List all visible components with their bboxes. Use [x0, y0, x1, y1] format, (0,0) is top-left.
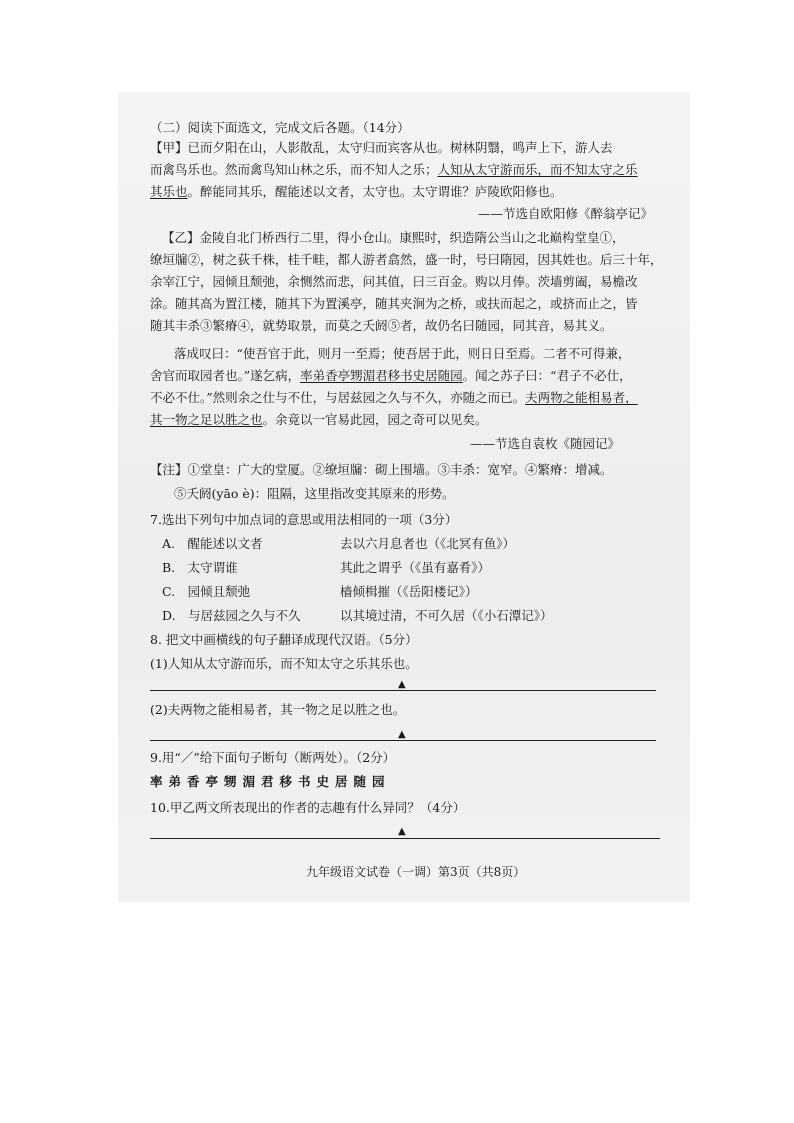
- notes-line-1: 【注】①堂皇：广大的堂厦。②缭垣牖：砌上围墙。③丰杀：宽窄。④繁瘠：增减。: [150, 462, 613, 477]
- jia-line-2: [150, 162, 638, 178]
- yi-line-3: 余宰江宁，园倾且颓弛，余恻然而悲，问其值，曰三百金。购以月俸。茨墙剪阖，易檐改: [150, 274, 638, 289]
- jia-underlined-sentence-part1: 人知从太守游而乐，而不知太守之乐: [437, 162, 638, 177]
- answer-line-q8-2[interactable]: [150, 740, 656, 741]
- q7-option-b: B. 太守谓谁: [162, 560, 238, 575]
- notes-line-2: ⑤夭阏(yāo è)：阻隔，这里指改变其原来的形势。: [174, 486, 455, 501]
- jia-line-1: 【甲】已而夕阳在山，人影散乱，太守归而宾客从也。树林阴翳，鸣声上下，游人去: [150, 140, 613, 155]
- jia-line-2-text: 而禽鸟乐也。然而禽鸟知山林之乐，而不知人之乐；: [150, 162, 438, 177]
- q9-sentence[interactable]: 率弟香亭甥湄君移书史居随园: [150, 774, 391, 789]
- q7-stem: 7.选出下列句中加点词的意思或用法相同的一项（3分）: [150, 512, 458, 527]
- answer-marker-triangle: ▲: [398, 679, 406, 690]
- answer-marker-triangle: ▲: [398, 729, 406, 740]
- yi-line-1: 【乙】金陵自北门桥西行二里，得小仓山。康熙时，织造隋公当山之北巅构堂皇①，: [162, 230, 625, 245]
- yi-line-5: 随其丰杀③繁瘠④，就势取景，而莫之夭阏⑤者，故仍名曰随园，同其音，易其义。: [150, 318, 613, 333]
- yi-line-6: 落成叹曰：“使吾官于此，则月一至焉；使吾居于此，则日日至焉。二者不可得兼，: [174, 346, 631, 361]
- q7-option-d-pair: 以其境过清，不可久居（《小石潭记》）: [340, 608, 553, 623]
- yi-line-7: [150, 368, 632, 384]
- yi-line-2: 缭垣牖②，树之荻千株，桂千畦，都人游者翕然，盛一时，号曰隋园，因其姓也。后三十年，: [150, 252, 663, 267]
- yi-q9-sentence: 率弟香亭甥湄君移书史居随园: [300, 368, 463, 383]
- q7-option-a-pair: 去以六月息者也（《北冥有鱼》）: [340, 536, 516, 551]
- q7-option-a: A. 醒能述以文者: [162, 536, 263, 551]
- q7-option-d: D. 与居兹园之久与不久: [162, 608, 301, 623]
- yi-underlined-sentence-part1: 夫两物之能相易者，: [525, 390, 638, 405]
- answer-line-q10[interactable]: [150, 838, 660, 839]
- yi-line-8-text: 不必不仕。”然则余之仕与不仕，与居兹园之久与不久，亦随之而已。: [150, 390, 526, 405]
- yi-line-8: [150, 390, 638, 406]
- q8-stem: 8. 把文中画横线的句子翻译成现代汉语。（5分）: [150, 632, 418, 647]
- q9-stem: 9.用“／”给下面句子断句（断两处）。（2分）: [150, 750, 396, 765]
- q10-stem: 10.甲乙两文所表现出的作者的志趣有什么异同？（4分）: [150, 800, 466, 815]
- yi-line-4: 涂。随其高为置江楼，随其下为置溪亭，随其夹涧为之桥，或扶而起之，或挤而止之，皆: [150, 296, 638, 311]
- jia-line-3: [150, 184, 563, 200]
- jia-line-3-text: 。醉能同其乐，醒能述以文者，太守也。太守谓谁？庐陵欧阳修也。: [187, 184, 563, 199]
- yi-underlined-sentence-part2: 其一物之足以胜之也: [150, 412, 263, 427]
- q8-sub-2: (2)夫两物之能相易者，其一物之足以胜之也。: [150, 702, 406, 717]
- q7-option-b-pair: 其此之谓乎（《虽有嘉肴》）: [340, 560, 491, 575]
- section-title: （二）阅读下面选文，完成文后各题。（14分）: [150, 120, 410, 135]
- yi-line-7-tail: 。闻之苏子曰：“君子不必仕，: [462, 368, 632, 383]
- yi-source: ——节选自袁枚《随园记》: [470, 436, 621, 451]
- page-footer: 九年级语文试卷（一调）第3页（共8页）: [306, 865, 526, 879]
- yi-line-7-text: 舍官而取园者也。”遂乞病，: [150, 368, 301, 383]
- q7-option-c-pair: 樯倾楫摧（《岳阳楼记》）: [340, 584, 478, 599]
- jia-underlined-sentence-part2: 其乐也: [150, 184, 188, 199]
- answer-line-q8-1[interactable]: [150, 690, 656, 691]
- q7-option-c: C. 园倾且颓弛: [162, 584, 251, 599]
- jia-source: ——节选自欧阳修《醉翁亭记》: [478, 206, 654, 221]
- q8-sub-1: (1)人知从太守游而乐，而不知太守之乐其乐也。: [150, 656, 418, 671]
- answer-marker-triangle: ▲: [398, 826, 406, 837]
- yi-line-9: [150, 412, 488, 428]
- yi-line-9-text: 。余竟以一官易此园，园之奇可以见矣。: [262, 412, 488, 427]
